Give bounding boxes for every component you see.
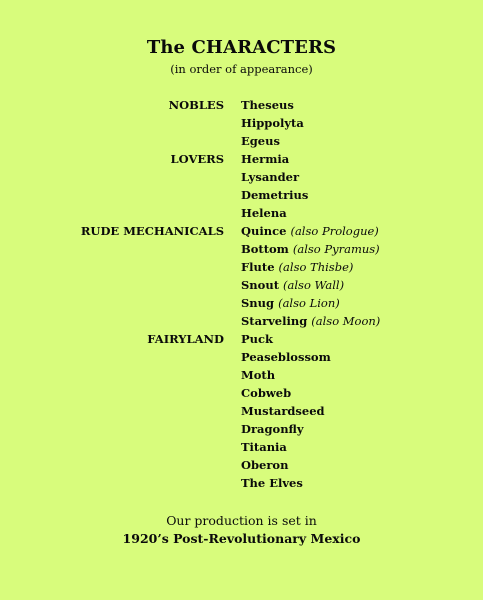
character-name — [241, 276, 344, 294]
cast-group-label: FAIRYLAND — [147, 332, 224, 346]
character-note: (also Moon) — [311, 314, 381, 328]
character-role: Helena — [241, 206, 287, 220]
character-role: Puck — [241, 332, 273, 346]
character-role: Theseus — [241, 98, 294, 112]
character-role: Egeus — [241, 134, 280, 148]
character-role: Dragonfly — [241, 422, 304, 436]
cast-row — [0, 96, 483, 114]
character-name — [241, 366, 275, 384]
cast-row — [0, 168, 483, 186]
cast-row — [0, 366, 483, 384]
cast-row — [0, 132, 483, 150]
cast-row — [0, 348, 483, 366]
setting-place: 1920’s Post-Revolutionary Mexico — [122, 531, 361, 546]
character-role: Hippolyta — [241, 116, 304, 130]
character-role: Bottom — [241, 242, 289, 256]
cast-row — [0, 456, 483, 474]
character-role: Flute — [241, 260, 275, 274]
cast-row — [0, 276, 483, 294]
character-name — [241, 258, 353, 276]
cast-group-label: NOBLES — [168, 98, 224, 112]
character-name — [241, 114, 304, 132]
cast-group-label: LOVERS — [170, 152, 224, 166]
character-role: Mustardseed — [241, 404, 325, 418]
character-role: Starveling — [241, 314, 308, 328]
character-role: Moth — [241, 368, 276, 382]
character-name — [241, 312, 380, 330]
character-role: Snout — [241, 278, 280, 292]
character-name — [241, 402, 325, 420]
character-name — [241, 384, 291, 402]
character-role: Oberon — [241, 458, 289, 472]
page-title: The CHARACTERS — [146, 37, 337, 58]
character-name — [241, 240, 380, 258]
character-role: Lysander — [241, 170, 300, 184]
character-name — [241, 330, 273, 348]
character-role: Peaseblossom — [241, 350, 331, 364]
character-name — [241, 150, 289, 168]
production-setting — [0, 512, 483, 548]
character-name — [241, 294, 340, 312]
cast-group-label: RUDE MECHANICALS — [80, 224, 224, 238]
character-name — [241, 456, 288, 474]
cast-row — [0, 384, 483, 402]
character-note: (also Lion) — [278, 296, 340, 310]
character-name — [241, 168, 299, 186]
cast-row — [0, 240, 483, 258]
character-note: (also Wall) — [283, 278, 345, 292]
character-name — [241, 348, 331, 366]
setting-intro: Our production is set in — [166, 513, 317, 528]
character-role: Hermia — [241, 152, 290, 166]
cast-row — [0, 474, 483, 492]
cast-row — [0, 312, 483, 330]
character-name — [241, 204, 287, 222]
cast-row — [0, 294, 483, 312]
character-note: (also Thisbe) — [278, 260, 354, 274]
cast-list — [0, 96, 483, 492]
character-name — [241, 132, 280, 150]
cast-row — [0, 330, 483, 348]
character-name — [241, 222, 379, 240]
character-name — [241, 96, 294, 114]
cast-row — [0, 114, 483, 132]
character-role: Cobweb — [241, 386, 292, 400]
cast-row — [0, 222, 483, 240]
cast-row — [0, 258, 483, 276]
character-name — [241, 438, 287, 456]
cast-row — [0, 186, 483, 204]
page-subtitle: (in order of appearance) — [170, 62, 313, 76]
cast-row — [0, 420, 483, 438]
character-note: (also Pyramus) — [292, 242, 380, 256]
character-name — [241, 474, 303, 492]
cast-row — [0, 402, 483, 420]
character-name — [241, 420, 304, 438]
character-role: Titania — [241, 440, 287, 454]
cast-row — [0, 150, 483, 168]
character-note: (also Prologue) — [290, 224, 379, 238]
character-name — [241, 186, 308, 204]
character-role: Demetrius — [241, 188, 309, 202]
cast-row — [0, 438, 483, 456]
character-role: Snug — [241, 296, 275, 310]
cast-row — [0, 204, 483, 222]
character-role: The Elves — [241, 476, 303, 490]
character-role: Quince — [241, 224, 287, 238]
